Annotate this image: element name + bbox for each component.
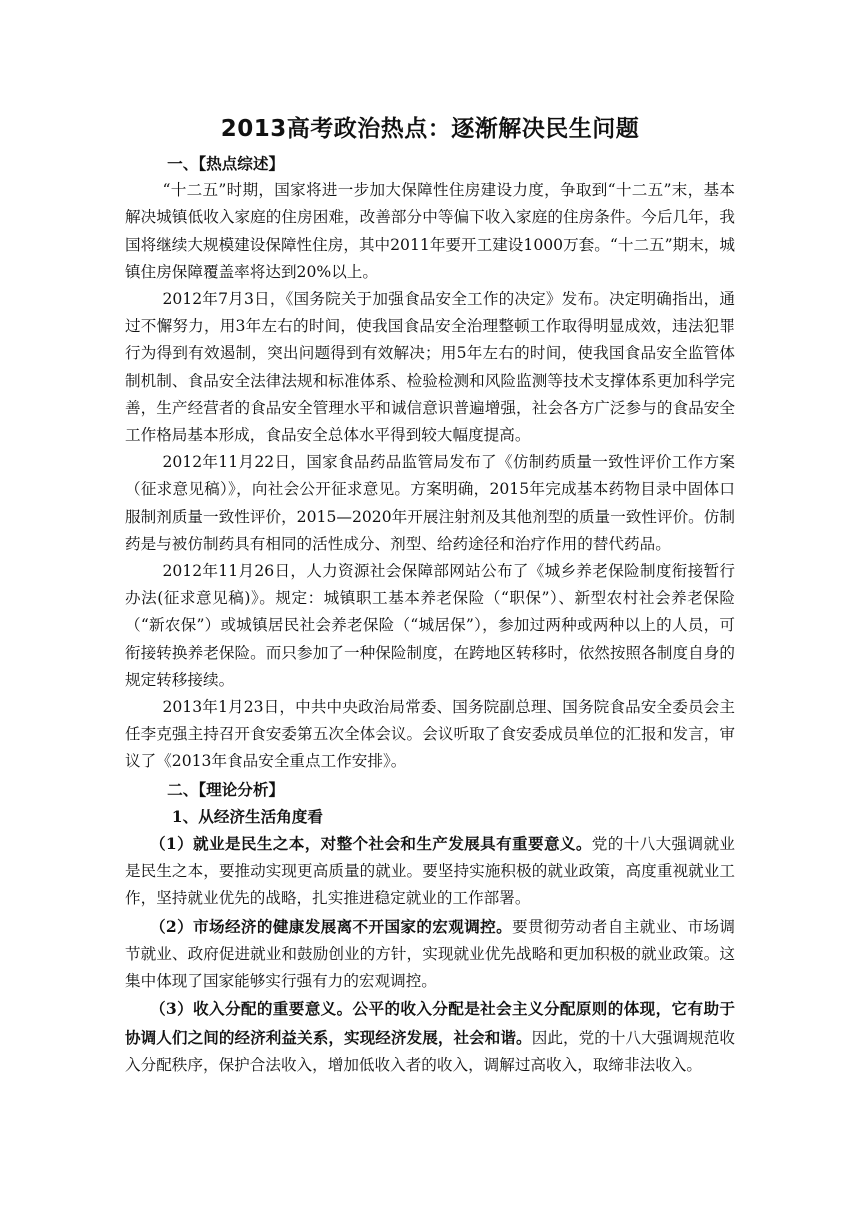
section-heading-analysis: 二、【理论分析】 (167, 779, 285, 799)
analysis-point-income-distribution-lead: （3）收入分配的重要意义。公平的收入分配是社会主义分配原则的体现，它有助于协调人们之间的经济利益关系，实现经济发展，社会和谐。 (125, 999, 735, 1047)
analysis-point-employment-body: 党的十八大强调就业是民生之本，要推动实现更高质量的就业。要坚持实施积极的就业政策，高度重视就业工作，坚持就业优先的战略，扎实推进稳定就业的工作部署。 (125, 835, 735, 908)
section-heading-overview: 一、【热点综述】 (167, 154, 285, 173)
analysis-point-employment-lead: （1）就业是民生之本，对整个社会和生产发展具有重要意义。 (149, 834, 592, 854)
analysis-point-employment (125, 830, 735, 913)
analysis-point-macro-control (125, 913, 735, 996)
analysis-point-macro-control-body: 要贯彻劳动者自主就业、市场调节就业、政府促进就业和鼓励创业的方针，实现就业优先战略和更加积极的就业政策。这集中体现了国家能够实行强有力的宏观调控。 (125, 917, 735, 991)
paragraph-food-safety-meeting: 2013年1月23日，中共中央政治局常委、国务院副总理、国务院食品安全委员会主任李克强主持召开食安委第五次全体会议。会议听取了食安委成员单位的汇报和发言，审议了《2013年食品安全重点工作安排》。 (125, 698, 735, 771)
analysis-point-macro-control-lead: （2）市场经济的健康发展离不开国家的宏观调控。 (149, 916, 513, 936)
paragraph-pension: 2012年11月26日，人力资源社会保障部网站公布了《城乡养老保险制度衔接暂行办法(征求意见稿)》。规定：城镇职工基本养老保险（“职保”）、新型农村社会养老保险（“新农保”）或城镇居民社会养老保险（“城居保”），参加过两种或两种以上的人员，可衔接转换养老保险。而只参加了一种保险制度，在跨地区转移时，依然按照各制度自身的规定转移接续。 (125, 562, 735, 689)
subsection-heading-economic: 1、从经济生活角度看 (171, 806, 323, 826)
paragraph-housing: “十二五”时期，国家将进一步加大保障性住房建设力度，争取到“十二五”末，基本解决城镇低收入家庭的住房困难，改善部分中等偏下收入家庭的住房条件。今后几年，我国将继续大规模建设保障性住房，其中2011年要开工建设1000万套。“十二五”期末，城镇住房保障覆盖率将达到20%以上。 (125, 181, 735, 281)
document-title: 2013高考政治热点：逐渐解决民生问题 (220, 116, 640, 142)
paragraph-food-safety: 2012年7月3日，《国务院关于加强食品安全工作的决定》发布。决定明确指出，通过不懈努力，用3年左右的时间，使我国食品安全治理整顿工作取得明显成效，违法犯罪行为得到有效遏制，突出问题得到有效解决；用5年左右的时间，使我国食品安全监管体制机制、食品安全法律法规和标准体系、检验检测和风险监测等技术支撑体系更加科学完善，生产经营者的食品安全管理水平和诚信意识普遍增强，社会各方广泛参与的食品安全工作格局基本形成，食品安全总体水平得到较大幅度提高。 (125, 290, 735, 445)
paragraph-generic-drugs: 2012年11月22日，国家食品药品监管局发布了《仿制药质量一致性评价工作方案（征求意见稿）》，向社会公开征求意见。方案明确，2015年完成基本药物目录中固体口服制剂质量一致性评价，2015—2020年开展注射剂及其他剂型的质量一致性评价。仿制药是与被仿制药具有相同的活性成分、剂型、给药途径和治疗作用的替代药品。 (125, 453, 735, 553)
analysis-point-income-distribution-body: 因此，党的十八大强调规范收入分配秩序，保护合法收入，增加低收入者的收入，调解过高收入，取缔非法收入。 (125, 1028, 735, 1074)
document-page (125, 112, 735, 1079)
analysis-point-income-distribution (125, 995, 735, 1079)
